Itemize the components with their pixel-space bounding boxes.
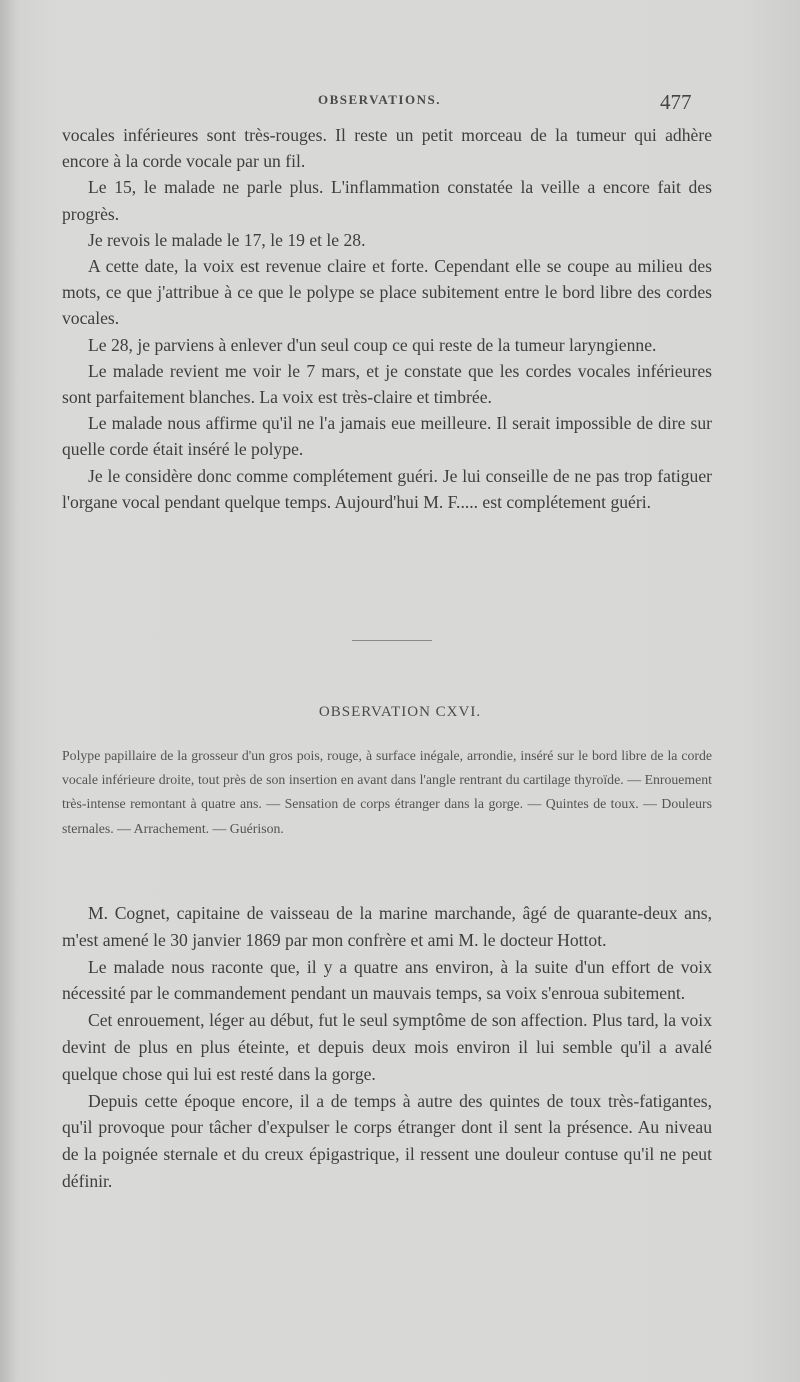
paragraph: M. Cognet, capitaine de vaisseau de la marine marchande, âgé de quarante-deux ans, m'est amené le 30 janvier 1869 par mon confrère et ami M. le docteur Hottot. [62, 903, 712, 950]
running-head [0, 88, 800, 112]
paragraph: Je revois le malade le 17, le 19 et le 28. [88, 229, 366, 250]
summary-text: Polype papillaire de la grosseur d'un gros pois, rouge, à surface inégale, arrondie, inséré sur le bord libre de la corde vocale inférieure droite, tout près de son insertion en avant dans l'angle rentrant du cartilage thyroïde. — Enrouement très-intense remontant à quatre ans. — Sensation de corps étranger dans la gorge. — Quintes de toux. — Douleurs sternales. — Arrachement. — Guérison. [62, 748, 712, 836]
observation-heading: OBSERVATION CXVI. [318, 704, 482, 720]
section-divider [352, 640, 432, 641]
observation-summary [62, 744, 712, 841]
lower-body-text [62, 900, 712, 1195]
paragraph: Depuis cette époque encore, il a de temps à autre des quintes de toux très-fatigantes, qu'il provoque pour tâcher d'expulser le corps étranger dont il sent la présence. Au niveau de la poignée sternale et du creux épigastrique, il ressent une douleur contuse qu'il ne peut définir. [62, 1090, 712, 1191]
running-title: OBSERVATIONS. [318, 92, 441, 107]
paragraph: Le 15, le malade ne parle plus. L'inflammation constatée la veille a encore fait des progrès. [62, 177, 712, 224]
upper-body-text [62, 122, 712, 515]
paragraph: Le malade nous affirme qu'il ne l'a jamais eue meilleure. Il serait impossible de dire sur quelle corde était inséré le polype. [62, 413, 712, 460]
paragraph-continued: vocales inférieures sont très-rouges. Il reste un petit morceau de la tumeur qui adhère encore à la corde vocale par un fil. [62, 125, 712, 172]
paragraph: Cet enrouement, léger au début, fut le seul symptôme de son affection. Plus tard, la voix devint de plus en plus éteinte, et depuis deux mois environ il lui semble qu'il a avalé quelque chose qui lui est resté dans la gorge. [62, 1010, 712, 1084]
paragraph: Le malade nous raconte que, il y a quatre ans environ, à la suite d'un effort de voix nécessité par le commandement pendant un mauvais temps, sa voix s'enroua subitement. [62, 956, 712, 1004]
paragraph: A cette date, la voix est revenue claire et forte. Cependant elle se coupe au milieu des mots, ce que j'attribue à ce que le polype se place subitement entre le bord libre des cordes vocales. [62, 256, 712, 329]
page-number: 477 [660, 90, 692, 114]
paragraph: Je le considère donc comme complétement guéri. Je lui conseille de ne pas trop fatiguer l'organe vocal pendant quelque temps. Aujourd'hui M. F..... est complétement guéri. [62, 465, 712, 512]
paragraph: Le 28, je parviens à enlever d'un seul coup ce qui reste de la tumeur laryngienne. [88, 334, 657, 355]
paragraph: Le malade revient me voir le 7 mars, et je constate que les cordes vocales inférieures sont parfaitement blanches. La voix est très-claire et timbrée. [62, 360, 712, 408]
